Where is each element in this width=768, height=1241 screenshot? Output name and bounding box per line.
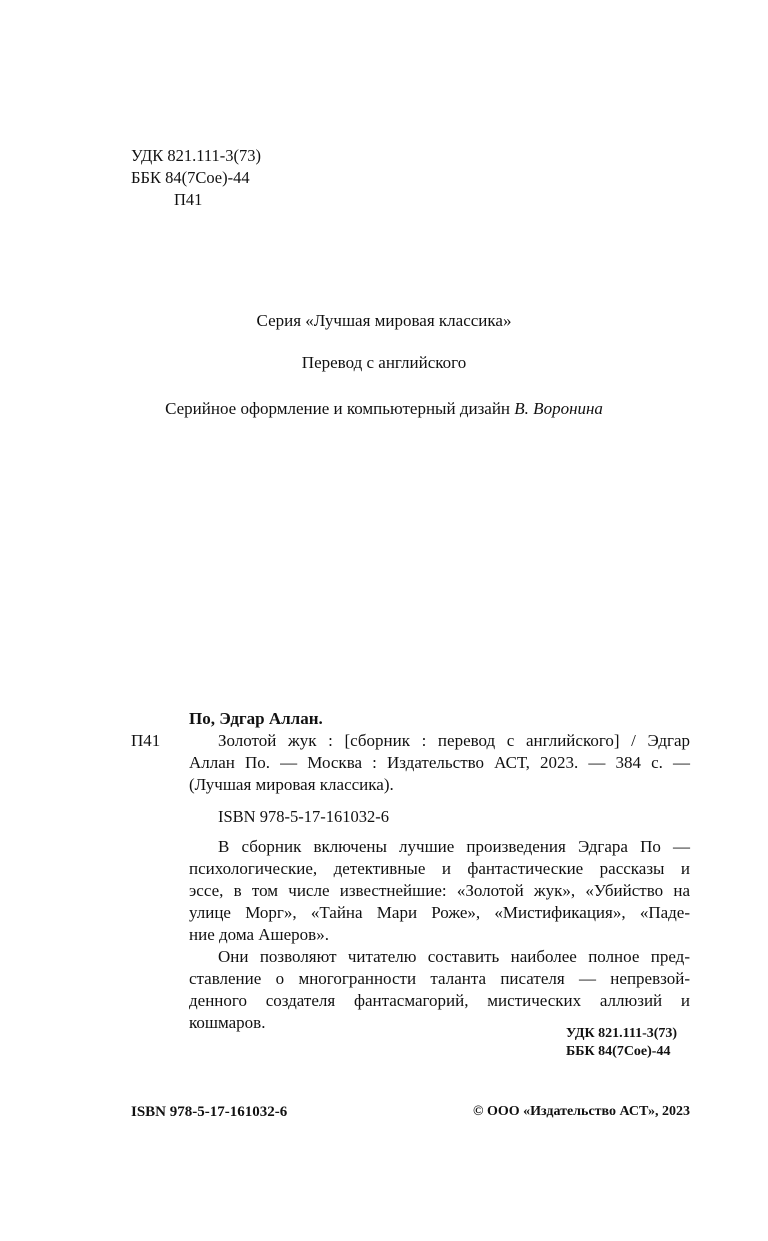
bib-line-3: (Лучшая мировая классика). [189, 775, 394, 794]
annotation-p1-line-2: психологические, детективные и фантастические рассказы и [189, 859, 690, 878]
catalog-udk-bold: УДК 821.111-3(73) [566, 1026, 678, 1041]
design-line [0, 398, 768, 420]
annotation-p2-line-2: ставление о многогранности таланта писателя — непревзой- [189, 969, 690, 988]
catalog-bbk-bold: ББК 84(7Сое)-44 [566, 1044, 671, 1059]
bib-line-2: Аллан По. — Москва : Издательство АСТ, 2023. — 384 с. — [189, 753, 690, 772]
annotation-p2-line-1: Они позволяют читателю составить наиболее полное пред- [218, 947, 690, 966]
catalog-mark: П41 [131, 731, 161, 750]
footer-isbn: ISBN 978-5-17-161032-6 [131, 1104, 288, 1120]
annotation-p1-line-1: В сборник включены лучшие произведения Эдгара По — [218, 837, 690, 856]
annotation-p1-line-5: ние дома Ашеров». [189, 925, 329, 944]
catalog-isbn: ISBN 978-5-17-161032-6 [218, 807, 389, 826]
translation-line: Перевод с английского [301, 353, 467, 372]
catalog-author-heading: По, Эдгар Аллан. [189, 709, 323, 728]
design-credit-text: Серийное оформление и компьютерный дизайн [165, 399, 515, 418]
footer-copyright: © ООО «Издательство АСТ», 2023 [472, 1104, 690, 1119]
bbk-code: ББК 84(7Сое)-44 [131, 168, 250, 187]
designer-name: В. Воронина [514, 399, 603, 418]
annotation-p1-line-4: улице Морг», «Тайна Мари Роже», «Мистификация», «Паде- [189, 903, 690, 922]
annotation-p2-line-4: кошмаров. [189, 1013, 266, 1032]
series-line: Серия «Лучшая мировая классика» [256, 311, 512, 330]
author-mark: П41 [174, 190, 203, 209]
bib-line-1: Золотой жук : [сборник : перевод с английского] / Эдгар [218, 731, 690, 750]
udk-code: УДК 821.111-3(73) [131, 146, 262, 165]
annotation-p2-line-3: денного создателя фантасмагорий, мистических аллюзий и [189, 991, 690, 1010]
annotation-p1-line-3: эссе, в том числе известнейшие: «Золотой жук», «Убийство на [189, 881, 690, 900]
